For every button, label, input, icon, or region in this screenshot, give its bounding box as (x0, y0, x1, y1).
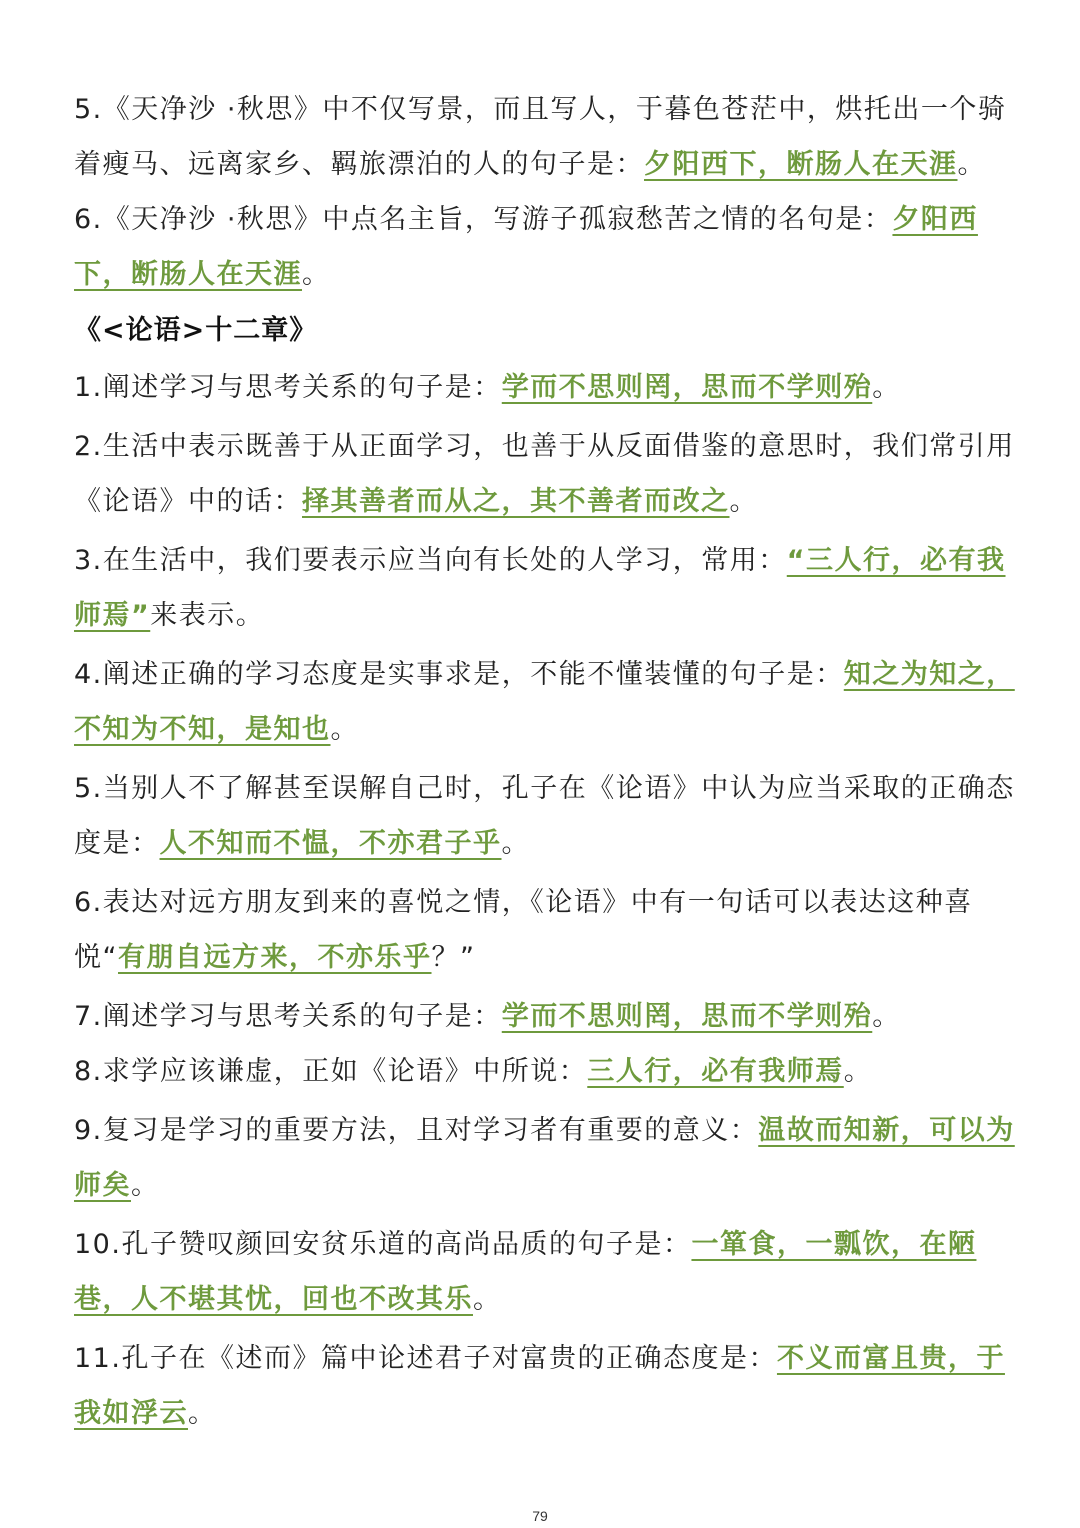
question-item (74, 1217, 1018, 1327)
document-body (74, 82, 1018, 1441)
answer-text: 人不知而不愠，不亦君子乎 (159, 828, 502, 859)
section-heading: 《<论语>十二章》 (74, 315, 318, 346)
question-item (74, 1103, 1018, 1213)
question-item (74, 419, 1018, 529)
question-text: 2.生活中表示既善于从正面学习，也善于从反面借鉴的意思时，我们常引用《论语》中的话： (74, 431, 1015, 517)
question-text: 7.阐述学习与思考关系的句子是： (74, 1001, 502, 1032)
answer-text: 有朋自远方来，不亦乐乎 (118, 942, 432, 973)
question-text: 3.在生活中，我们要表示应当向有长处的人学习，常用： (74, 545, 787, 576)
answer-text: 三人行，必有我师焉 (587, 1056, 844, 1087)
question-item (74, 82, 1018, 192)
question-item (74, 1331, 1018, 1441)
question-text: 10.孔子赞叹颜回安贫乐道的高尚品质的句子是： (74, 1229, 692, 1260)
question-text: 6.《天净沙 ·秋思》中点名主旨，写游子孤寂愁苦之情的名句是： (74, 204, 893, 235)
answer-text: “三人行，必有我师焉” (74, 545, 1006, 631)
question-text: 4.阐述正确的学习态度是实事求是，不能不懂装懂的句子是： (74, 659, 844, 690)
question-item (74, 1044, 1018, 1099)
question-text: 9.复习是学习的重要方法，且对学习者有重要的意义： (74, 1115, 759, 1146)
question-suffix: 。 (957, 149, 986, 180)
question-text: 1.阐述学习与思考关系的句子是： (74, 372, 502, 403)
question-text: 6.表达对远方朋友到来的喜悦之情，《论语》中有一句话可以表达这种喜悦“ (74, 887, 973, 973)
question-suffix: 。 (131, 1170, 160, 1201)
page-number: 79 (532, 1508, 548, 1524)
question-item (74, 192, 1018, 302)
answer-text: 不义而富且贵，于我如浮云 (74, 1343, 1005, 1429)
answer-text: 学而不思则罔，思而不学则殆 (501, 372, 873, 403)
question-text: 11.孔子在《述而》篇中论述君子对富贵的正确态度是： (74, 1343, 777, 1374)
question-item (74, 360, 1018, 415)
question-suffix: 。 (302, 259, 331, 290)
answer-text: 温故而知新，可以为师矣 (74, 1115, 1015, 1201)
answer-text: 夕阳西下，断肠人在天涯 (74, 204, 978, 290)
question-suffix: 。 (188, 1398, 217, 1429)
question-suffix: 。 (473, 1284, 502, 1315)
question-suffix: 来表示。 (150, 600, 265, 631)
question-item (74, 989, 1018, 1044)
question-suffix: ？” (431, 942, 476, 973)
question-suffix: 。 (872, 372, 901, 403)
answer-text: 一箪食，一瓢饮，在陋巷，人不堪其忧，回也不改其乐 (74, 1229, 977, 1315)
question-suffix: 。 (330, 714, 359, 745)
question-item (74, 875, 1018, 985)
question-item (74, 761, 1018, 871)
question-item (74, 533, 1018, 643)
question-suffix: 。 (843, 1056, 873, 1087)
question-suffix: 。 (501, 828, 530, 859)
question-text: 5.《天净沙 ·秋思》中不仅写景，而且写人，于暮色苍茫中，烘托出一个骑着瘦马、远离家乡、羁旅漂泊的人的句子是： (74, 94, 1007, 180)
answer-text: 夕阳西下，断肠人在天涯 (644, 149, 958, 180)
answer-text: 择其善者而从之，其不善者而改之 (302, 486, 730, 517)
answer-text: 知之为知之，不知为不知，是知也 (74, 659, 1015, 745)
answer-text: 学而不思则罔，思而不学则殆 (501, 1001, 873, 1032)
question-suffix: 。 (729, 486, 758, 517)
question-item (74, 647, 1018, 757)
question-text: 8.求学应该谦虚，正如《论语》中所说： (74, 1056, 588, 1087)
question-text: 5.当别人不了解甚至误解自己时，孔子在《论语》中认为应当采取的正确态度是： (74, 773, 1015, 859)
question-suffix: 。 (872, 1001, 901, 1032)
